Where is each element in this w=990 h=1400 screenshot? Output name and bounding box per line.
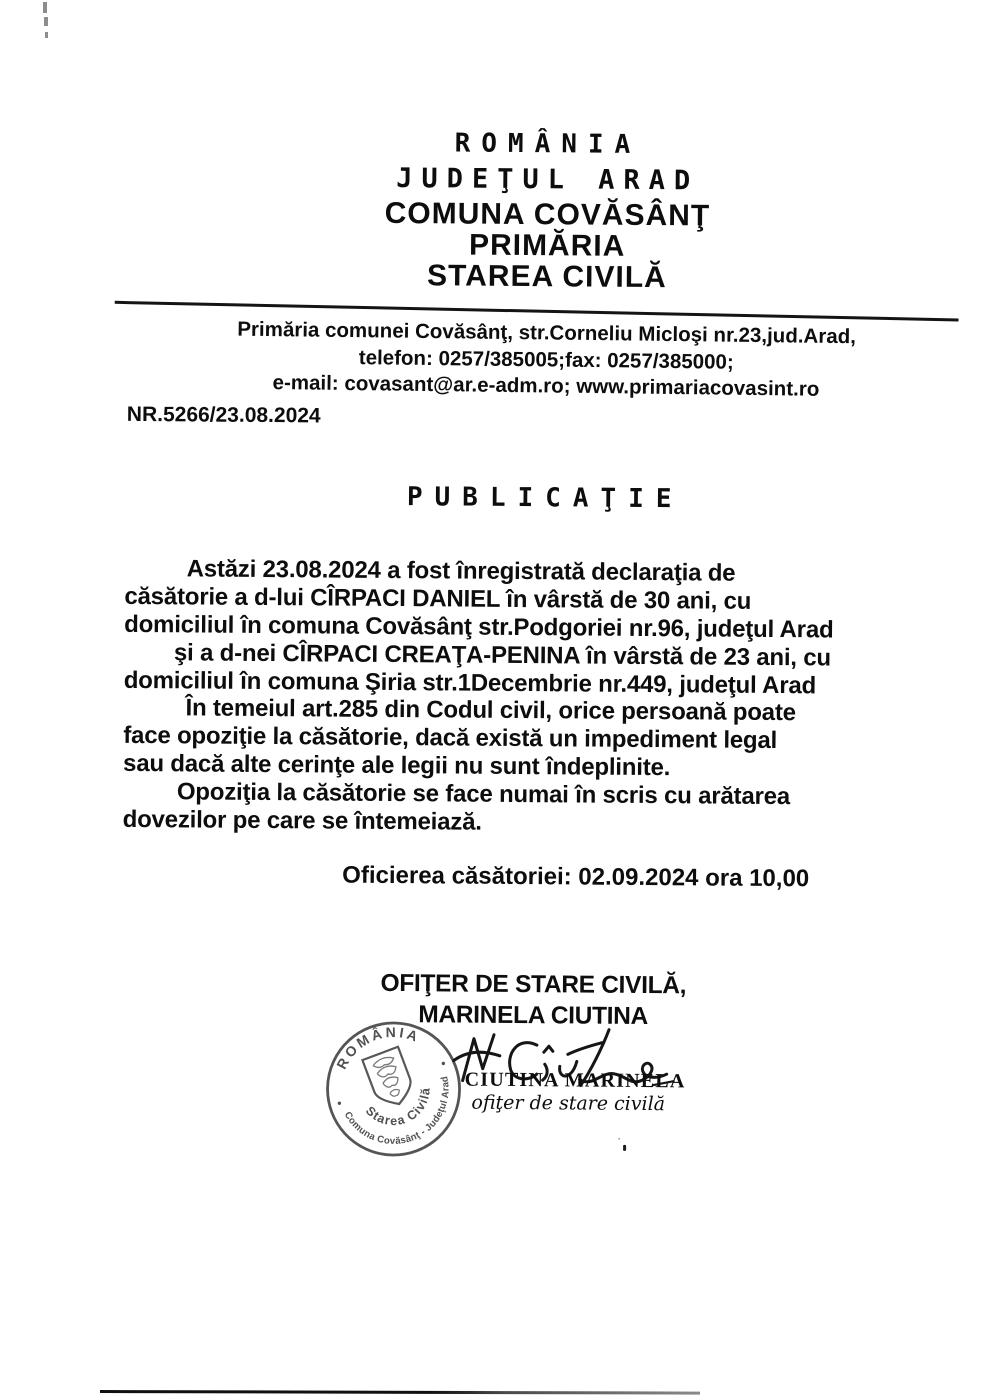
letterhead-office: PRIMĂRIA [468,228,626,263]
letterhead-commune: COMUNA COVĂSÂNŢ [384,196,711,233]
contact-address-line: Primăria comunei Covăsânţ, str.Corneliu Micloşi nr.23,jud.Arad, [237,317,857,349]
body-line: Astăzi 23.08.2024 a fost înregistrată declaraţia de [186,555,736,587]
body-line: face opoziţie la căsătorie, dacă există un impediment legal [123,722,778,755]
stamp-commune-arc-text: Comuna Covăsânţ - Judeţul Arad [341,1074,452,1148]
body-line: dovezilor pe care se întemeiază. [122,805,482,836]
scan-artifact-speck [618,1138,620,1140]
body-line: Opoziţia la căsătorie se face numai în scris cu arătarea [176,778,791,811]
stamp-left-dot: • [332,1099,347,1108]
officer-title-line: OFIŢER DE STARE CIVILĂ, [380,969,687,1000]
contact-phone-line: telefon: 0257/385005;fax: 0257/385000; [358,345,734,374]
coat-of-arms-icon [362,1047,417,1111]
contact-email-line: e-mail: covasant@ar.e-adm.ro; www.primariacovasint.ro [272,371,820,401]
letterhead-department: STAREA CIVILĂ [426,259,667,295]
body-line: În temeiul art.285 din Codul civil, orice persoană poate [185,694,796,727]
body-line: domiciliul în comuna Covăsânţ str.Podgoriei nr.96, judeţul Arad [124,610,834,644]
signature-printed-title: ofiţer de stare civilă [471,1091,666,1116]
body-line: căsătorie a d-lui CÎRPACI DANIEL în vârstă de 30 ani, cu [124,582,752,615]
letterhead-county: JUDEŢUL ARAD [396,163,700,197]
body-line: şi a d-nei CÎRPACI CREAŢA-PENINA în vârstă de 23 ani, cu [173,638,832,672]
stamp-country-arc-text: ROMÂNIA [333,1023,423,1072]
signature-printed-name: CIUTINA MARINELA [464,1068,686,1093]
body-line: sau dacă alte cerinţe ale legii nu sunt îndeplinite. [122,750,671,782]
document-title: PUBLICAŢIE [406,482,684,515]
registration-number: NR.5266/23.08.2024 [126,402,321,428]
stamp-right-dot: • [436,1058,451,1069]
signature-caption-block [464,1068,686,1116]
ceremony-date-line: Oficierea căsătoriei: 02.09.2024 ora 10,00 [342,861,810,893]
letterhead-country: ROMÂNIA [454,128,642,160]
contact-block [0,314,989,406]
officer-name-line: MARINELA CIUTINA [418,1001,649,1031]
publication-body [123,555,957,840]
body-line: domiciliul în comuna Şiria str.1Decembrie nr.449, judeţul Arad [123,666,817,699]
stamp-department-arc-text: Starea Civilă [362,1086,433,1129]
scan-artifact-speck [623,1145,626,1151]
